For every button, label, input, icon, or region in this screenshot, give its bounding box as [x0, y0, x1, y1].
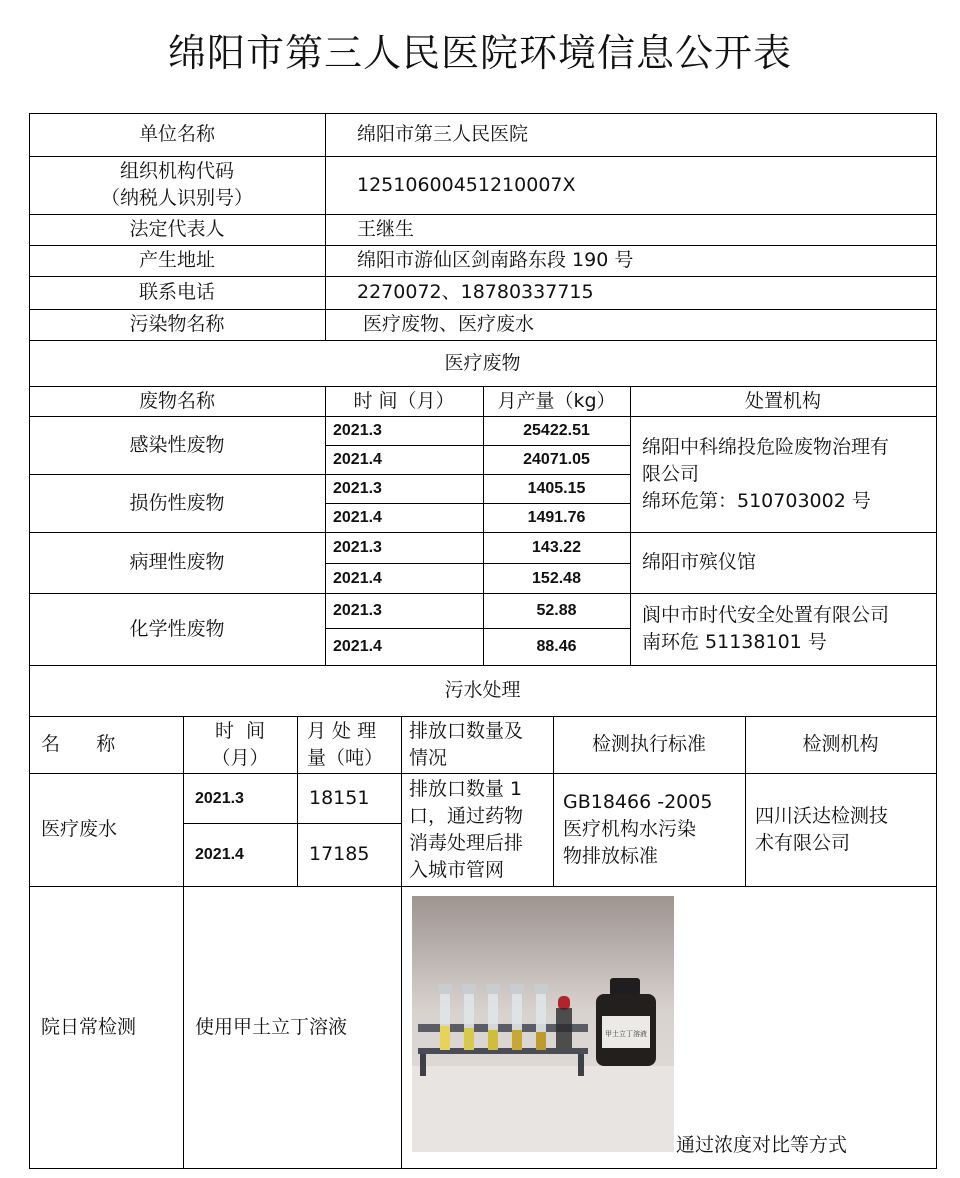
- reagent-photo: [412, 896, 674, 1152]
- header-month: 时 间（月）: [353, 389, 455, 412]
- sewage-section-title: 污水处理: [444, 679, 521, 701]
- daily-testing-method: 使用甲土立丁溶液: [195, 1015, 348, 1038]
- org-code-label: 组织机构代码 （纳税人识别号）: [100, 160, 253, 209]
- waste-month: 2021.3: [333, 602, 382, 619]
- sewage-amount: 17185: [309, 843, 370, 865]
- waste-amount: 1491.76: [527, 509, 586, 526]
- address-value: 绵阳市游仙区剑南路东段 190 号: [357, 249, 634, 271]
- unit-name-label: 单位名称: [138, 123, 215, 145]
- waste-name: 病理性废物: [129, 551, 225, 573]
- waste-month: 2021.4: [333, 509, 382, 526]
- header-outlet: 排放口数量及 情况: [409, 719, 524, 769]
- reagent-photo-illustration: [412, 896, 674, 1152]
- legal-rep-label: 法定代表人: [129, 218, 225, 240]
- waste-month: 2021.4: [333, 638, 382, 655]
- waste-month: 2021.4: [333, 451, 382, 468]
- waste-amount: 52.88: [536, 602, 577, 619]
- header-testing-agency: 检测机构: [802, 733, 879, 755]
- header-waste-name: 废物名称: [138, 389, 215, 412]
- bottle-label: 甲土立丁溶液: [605, 1030, 647, 1038]
- waste-amount: 152.48: [532, 569, 581, 587]
- waste-amount: 143.22: [532, 539, 581, 556]
- waste-name: 化学性废物: [129, 617, 225, 640]
- pollutant-value: 医疗废物、医疗废水: [363, 313, 535, 335]
- outlet-description: 排放口数量 1 口，通过药物 消毒处理后排 入城市管网: [409, 777, 524, 881]
- disposal-agency: 阆中市时代安全处置有限公司 南环危 51138101 号: [642, 604, 890, 653]
- testing-agency: 四川沃达检测技 术有限公司: [755, 804, 889, 854]
- header-name: 名 称: [41, 733, 116, 755]
- address-label: 产生地址: [138, 249, 215, 271]
- waste-name: 感染性废物: [129, 433, 225, 456]
- sewage-name: 医疗废水: [41, 818, 118, 840]
- header-standard: 检测执行标准: [591, 733, 706, 755]
- photo-caption: 通过浓度对比等方式: [676, 1133, 848, 1156]
- header-month: 时 间 （月）: [211, 719, 269, 769]
- document-title: 绵阳市第三人民医院环境信息公开表: [167, 31, 792, 75]
- waste-month: 2021.3: [333, 480, 382, 497]
- sewage-month: 2021.3: [195, 789, 244, 807]
- sewage-month: 2021.4: [195, 846, 244, 863]
- unit-name-value: 绵阳市第三人民医院: [357, 123, 529, 145]
- waste-month: 2021.3: [333, 539, 382, 556]
- daily-testing-label: 院日常检测: [41, 1015, 137, 1038]
- disposal-agency: 绵阳市殡仪馆: [642, 551, 757, 573]
- discharge-standard: GB18466 -2005 医疗机构水污染 物排放标准: [563, 791, 713, 867]
- waste-month: 2021.4: [333, 569, 382, 587]
- header-treated-volume: 月 处 理 量（吨）: [307, 719, 384, 769]
- waste-amount: 24071.05: [523, 451, 590, 468]
- org-code-value: 12510600451210007X: [357, 173, 576, 196]
- disposal-agency: 绵阳中科绵投危险废物治理有 限公司 绵环危第：510703002 号: [642, 435, 890, 512]
- medical-waste-section-title: 医疗废物: [444, 351, 521, 374]
- waste-name: 损伤性废物: [129, 491, 225, 514]
- pollutant-label: 污染物名称: [129, 313, 225, 335]
- legal-rep-value: 王继生: [357, 218, 415, 240]
- waste-amount: 88.46: [536, 638, 577, 655]
- waste-amount: 1405.15: [527, 480, 586, 497]
- sewage-amount: 18151: [309, 786, 370, 809]
- header-disposal-agency: 处置机构: [744, 389, 821, 412]
- header-monthly-output: 月产量（kg）: [497, 389, 616, 412]
- phone-label: 联系电话: [138, 281, 215, 303]
- waste-amount: 25422.51: [523, 422, 590, 439]
- waste-month: 2021.3: [333, 422, 382, 439]
- phone-value: 2270072、18780337715: [357, 281, 594, 303]
